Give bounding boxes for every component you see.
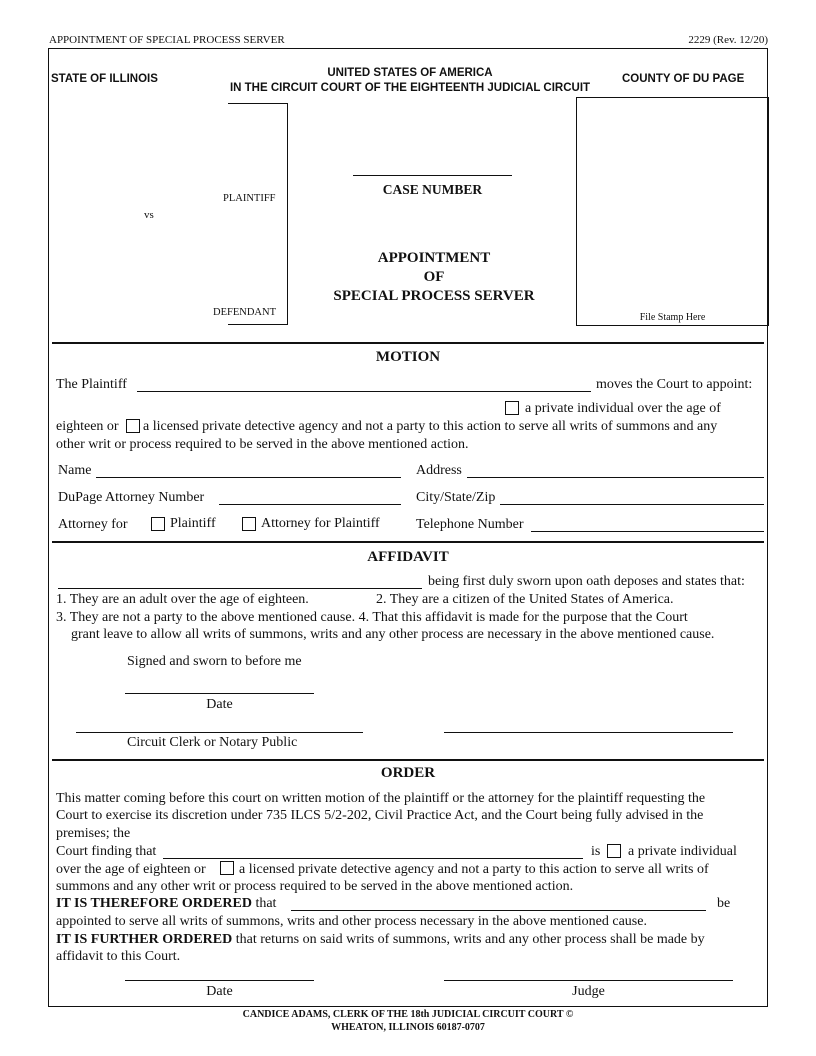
further-ordered-bold: IT IS FURTHER ORDERED [56, 932, 233, 947]
is-label: is [591, 844, 601, 859]
agency-text: a licensed private detective agency and not a party to this action to serve all writs of summons and any [143, 419, 718, 434]
file-stamp-label: File Stamp Here [639, 312, 706, 323]
caption-bracket [228, 103, 288, 325]
order-divider [52, 759, 764, 761]
affidavit-divider [52, 541, 764, 543]
state-label: STATE OF ILLINOIS [51, 73, 158, 85]
country-label: UNITED STATES OF AMERICA [327, 67, 493, 79]
affidavit-to-court-text: affidavit to this Court. [56, 949, 181, 964]
telephone-label: Telephone Number [416, 517, 524, 532]
city-state-zip-input[interactable] [500, 490, 764, 505]
county-label: COUNTY OF DU PAGE [622, 73, 745, 85]
form-title: APPOINTMENT OF SPECIAL PROCESS SERVER [49, 34, 285, 46]
form-number: 2229 (Rev. 12/20) [688, 34, 768, 46]
affidavit-heading: AFFIDAVIT [367, 549, 449, 565]
vs-label: vs [144, 209, 154, 221]
attorney-number-input[interactable] [219, 490, 401, 505]
signed-sworn-text: Signed and sworn to before me [127, 654, 302, 669]
clerk-label: Circuit Clerk or Notary Public [127, 735, 298, 750]
court-label: IN THE CIRCUIT COURT OF THE EIGHTEENTH JUDICIAL CIRCUIT [229, 82, 591, 94]
attorney-for-label: Attorney for [58, 517, 128, 532]
footer-clerk: CANDICE ADAMS, CLERK OF THE 18th JUDICIAL CIRCUIT COURT © [242, 1009, 574, 1020]
file-stamp-box [576, 97, 769, 326]
affidavit-item-1: 1. They are an adult over the age of eighteen. [56, 592, 309, 607]
order-para-line3: premises; the [56, 826, 131, 841]
other-writ-text: other writ or process required to be served in the above mentioned action. [56, 437, 469, 452]
affiant-name-input[interactable] [58, 574, 422, 589]
sworn-text: being first duly sworn upon oath deposes and states that: [428, 574, 745, 589]
appointee-name-input[interactable] [291, 896, 706, 911]
attorney-for-plaintiff-label: Attorney for Plaintiff [261, 516, 380, 531]
order-heading: ORDER [380, 765, 436, 781]
doc-title-line3: SPECIAL PROCESS SERVER [333, 288, 535, 304]
plaintiff-checkbox[interactable] [151, 517, 165, 531]
case-number-line[interactable] [353, 175, 512, 176]
address-input[interactable] [467, 463, 764, 478]
order-summons-text: summons and any other writ or process required to be served in the above mentioned action. [56, 879, 574, 894]
moves-court-text: moves the Court to appoint: [596, 377, 753, 392]
order-agency-text: a licensed private detective agency and not a party to this action to serve all writs of [239, 862, 709, 877]
further-ordered-text: that returns on said writs of summons, writs and any other process shall be made by [235, 932, 705, 947]
court-finding-label: Court finding that [56, 844, 157, 859]
affidavit-item-3-cont: grant leave to allow all writs of summons, writs and any other process are necessary in the above mentioned cause. [71, 627, 715, 642]
affidavit-date-input[interactable] [125, 679, 314, 694]
affiant-signature-line[interactable] [444, 732, 733, 733]
order-private-individual-text: a private individual [628, 844, 737, 859]
name-input[interactable] [96, 463, 401, 478]
telephone-input[interactable] [531, 517, 764, 532]
order-para-line1: This matter coming before this court on written motion of the plaintiff or the attorney for the plaintiff requesting the [56, 791, 706, 806]
agency-checkbox[interactable] [126, 419, 140, 433]
affidavit-item-3: 3. They are not a party to the above mentioned cause. 4. That this affidavit is made for the purpose that the Court [56, 610, 688, 625]
therefore-ordered-bold: IT IS THEREFORE ORDERED [56, 896, 252, 911]
motion-heading: MOTION [375, 349, 441, 365]
be-label: be [717, 896, 731, 911]
plaintiff-name-input[interactable] [137, 377, 591, 392]
doc-title-line1: APPOINTMENT [377, 250, 491, 266]
plaintiff-label: PLAINTIFF [223, 193, 276, 204]
address-label: Address [416, 463, 462, 478]
doc-title-line2: OF [423, 269, 445, 285]
plaintiff-option-label: Plaintiff [170, 516, 216, 531]
case-number-label: CASE NUMBER [382, 182, 483, 197]
therefore-that: that [255, 896, 277, 911]
name-label: Name [58, 463, 92, 478]
order-date-line[interactable] [125, 980, 314, 981]
order-private-individual-checkbox[interactable] [607, 844, 621, 858]
attorney-for-plaintiff-checkbox[interactable] [242, 517, 256, 531]
attorney-number-label: DuPage Attorney Number [58, 490, 205, 505]
motion-divider [52, 342, 764, 344]
judge-signature-line[interactable] [444, 980, 733, 981]
finding-name-input[interactable] [163, 844, 583, 859]
eighteen-or-text: eighteen or [56, 419, 119, 434]
affidavit-date-label: Date [206, 697, 233, 712]
defendant-label: DEFENDANT [213, 307, 276, 318]
order-agency-checkbox[interactable] [220, 861, 234, 875]
affidavit-item-2: 2. They are a citizen of the United States of America. [376, 592, 674, 607]
appointed-text: appointed to serve all writs of summons, writs and other process necessary in the above mentioned cause. [56, 914, 647, 929]
footer-address: WHEATON, ILLINOIS 60187-0707 [331, 1022, 485, 1033]
order-date-label: Date [206, 984, 233, 999]
order-over-age-text: over the age of eighteen or [56, 862, 206, 877]
private-individual-text: a private individual over the age of [525, 401, 721, 416]
private-individual-checkbox[interactable] [505, 401, 519, 415]
plaintiff-name-label: The Plaintiff [56, 377, 127, 392]
clerk-signature-line[interactable] [76, 732, 363, 733]
order-para-line2: Court to exercise its discretion under 735 ILCS 5/2-202, Civil Practice Act, and the Court being fully advised in the [56, 808, 704, 823]
judge-label: Judge [572, 984, 605, 999]
city-state-zip-label: City/State/Zip [416, 490, 496, 505]
